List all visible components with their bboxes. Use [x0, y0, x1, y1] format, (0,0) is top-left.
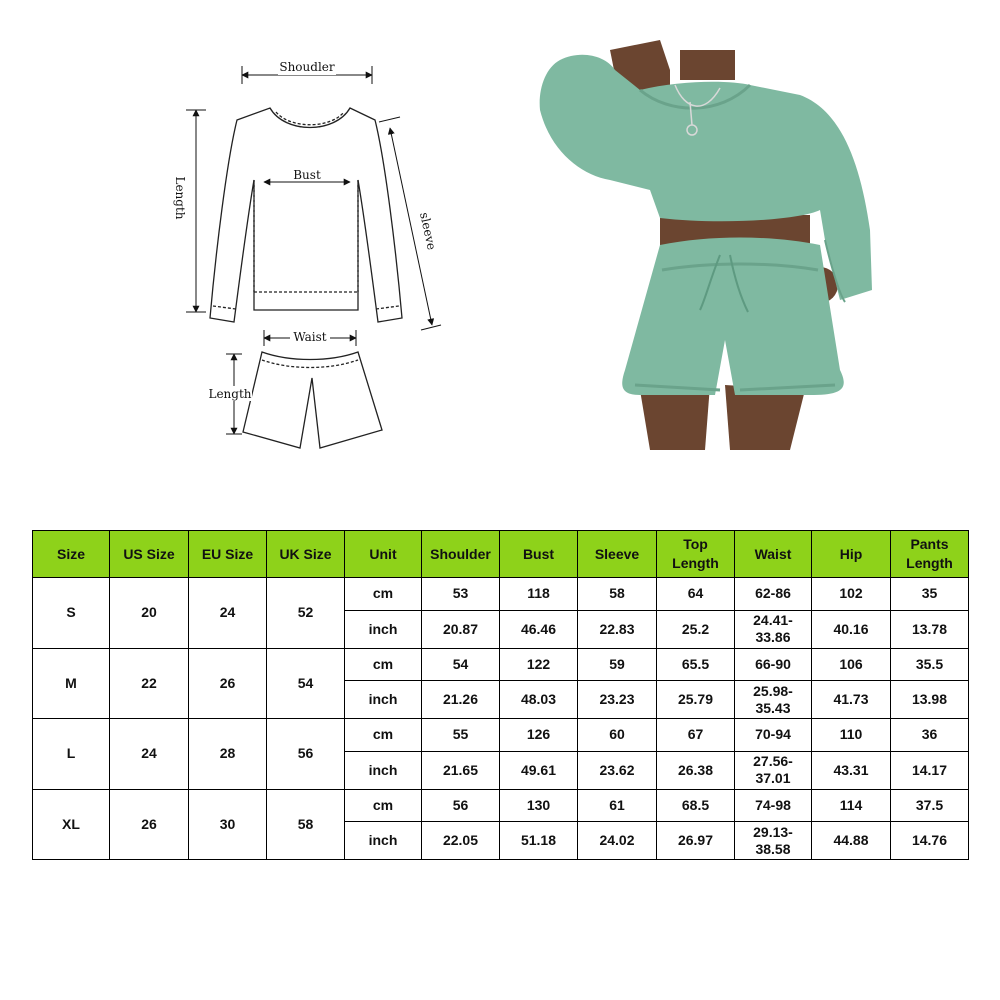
shoulder-cell: 21.26 — [422, 681, 500, 719]
us-size-cell: 20 — [110, 578, 189, 649]
top-length-cell: 65.5 — [657, 648, 735, 681]
pants-length-cell: 14.76 — [891, 822, 969, 860]
bust-cell: 118 — [500, 578, 578, 611]
header-waist: Waist — [735, 531, 812, 578]
hip-cell: 44.88 — [812, 822, 891, 860]
sleeve-cell: 60 — [578, 719, 657, 752]
unit-cell: inch — [345, 681, 422, 719]
size-cell: M — [33, 648, 110, 719]
header-unit: Unit — [345, 531, 422, 578]
sleeve-cell: 24.02 — [578, 822, 657, 860]
shoulder-cell: 20.87 — [422, 610, 500, 648]
shoulder-cell: 53 — [422, 578, 500, 611]
bust-cell: 46.46 — [500, 610, 578, 648]
uk-size-cell: 54 — [267, 648, 345, 719]
waist-cell: 70-94 — [735, 719, 812, 752]
unit-cell: cm — [345, 578, 422, 611]
top-length-cell: 68.5 — [657, 789, 735, 822]
unit-cell: inch — [345, 610, 422, 648]
table-row — [33, 578, 969, 611]
pants-length-cell: 36 — [891, 719, 969, 752]
shoulder-cell: 54 — [422, 648, 500, 681]
unit-cell: inch — [345, 822, 422, 860]
measurement-diagram — [0, 0, 540, 500]
product-photo — [520, 40, 900, 460]
header-sleeve: Sleeve — [578, 531, 657, 578]
top-length-label: Length — [173, 176, 187, 220]
size-cell: S — [33, 578, 110, 649]
waist-cell: 25.98-35.43 — [735, 681, 812, 719]
bust-cell: 49.61 — [500, 751, 578, 789]
waist-label: Waist — [293, 330, 327, 344]
top-length-cell: 67 — [657, 719, 735, 752]
eu-size-cell: 24 — [189, 578, 267, 649]
table-row — [33, 789, 969, 822]
unit-cell: inch — [345, 751, 422, 789]
hip-cell: 102 — [812, 578, 891, 611]
pants-length-cell: 35.5 — [891, 648, 969, 681]
us-size-cell: 26 — [110, 789, 189, 860]
uk-size-cell: 52 — [267, 578, 345, 649]
pants-length-cell: 37.5 — [891, 789, 969, 822]
header-bust: Bust — [500, 531, 578, 578]
sleeve-cell: 59 — [578, 648, 657, 681]
header-hip: Hip — [812, 531, 891, 578]
table-row — [33, 719, 969, 752]
shoulder-cell: 22.05 — [422, 822, 500, 860]
sleeve-label: sleeve — [417, 211, 439, 252]
hip-cell: 110 — [812, 719, 891, 752]
top-length-cell: 64 — [657, 578, 735, 611]
bust-cell: 48.03 — [500, 681, 578, 719]
pants-length-label: Length — [208, 387, 252, 401]
sleeve-cell: 61 — [578, 789, 657, 822]
dimension-lines — [186, 66, 441, 434]
pants-length-cell: 35 — [891, 578, 969, 611]
table-header-row — [33, 531, 969, 578]
sleeve-cell: 58 — [578, 578, 657, 611]
pants-length-cell: 14.17 — [891, 751, 969, 789]
hip-cell: 41.73 — [812, 681, 891, 719]
header-pants-length: Pants Length — [891, 531, 969, 578]
unit-cell: cm — [345, 789, 422, 822]
header-shoulder: Shoulder — [422, 531, 500, 578]
uk-size-cell: 58 — [267, 789, 345, 860]
us-size-cell: 22 — [110, 648, 189, 719]
pants-length-cell: 13.78 — [891, 610, 969, 648]
bust-cell: 126 — [500, 719, 578, 752]
hip-cell: 40.16 — [812, 610, 891, 648]
hip-cell: 106 — [812, 648, 891, 681]
unit-cell: cm — [345, 719, 422, 752]
pants-length-cell: 13.98 — [891, 681, 969, 719]
shoulder-cell: 56 — [422, 789, 500, 822]
waist-cell: 62-86 — [735, 578, 812, 611]
bust-cell: 51.18 — [500, 822, 578, 860]
size-cell: XL — [33, 789, 110, 860]
header-size: Size — [33, 531, 110, 578]
model-shorts — [622, 238, 844, 396]
eu-size-cell: 26 — [189, 648, 267, 719]
sleeve-cell: 22.83 — [578, 610, 657, 648]
sleeve-cell: 23.62 — [578, 751, 657, 789]
top-length-cell: 26.97 — [657, 822, 735, 860]
waist-cell: 27.56-37.01 — [735, 751, 812, 789]
header-top-length: Top Length — [657, 531, 735, 578]
eu-size-cell: 28 — [189, 719, 267, 790]
eu-size-cell: 30 — [189, 789, 267, 860]
bust-label: Bust — [293, 168, 321, 182]
size-chart-table — [32, 530, 969, 860]
bust-cell: 130 — [500, 789, 578, 822]
bust-cell: 122 — [500, 648, 578, 681]
hip-cell: 114 — [812, 789, 891, 822]
header-eu-size: EU Size — [189, 531, 267, 578]
size-cell: L — [33, 719, 110, 790]
shorts-drawing — [243, 352, 382, 448]
table-row — [33, 648, 969, 681]
waist-cell: 29.13-38.58 — [735, 822, 812, 860]
top-length-cell: 25.79 — [657, 681, 735, 719]
hip-cell: 43.31 — [812, 751, 891, 789]
shoulder-cell: 55 — [422, 719, 500, 752]
header-us-size: US Size — [110, 531, 189, 578]
waist-cell: 74-98 — [735, 789, 812, 822]
waist-cell: 24.41-33.86 — [735, 610, 812, 648]
shoulder-cell: 21.65 — [422, 751, 500, 789]
us-size-cell: 24 — [110, 719, 189, 790]
top-length-cell: 25.2 — [657, 610, 735, 648]
uk-size-cell: 56 — [267, 719, 345, 790]
waist-cell: 66-90 — [735, 648, 812, 681]
shoulder-label: Shoudler — [279, 60, 335, 74]
top-length-cell: 26.38 — [657, 751, 735, 789]
sleeve-cell: 23.23 — [578, 681, 657, 719]
header-uk-size: UK Size — [267, 531, 345, 578]
unit-cell: cm — [345, 648, 422, 681]
sweatshirt-drawing — [210, 108, 402, 322]
